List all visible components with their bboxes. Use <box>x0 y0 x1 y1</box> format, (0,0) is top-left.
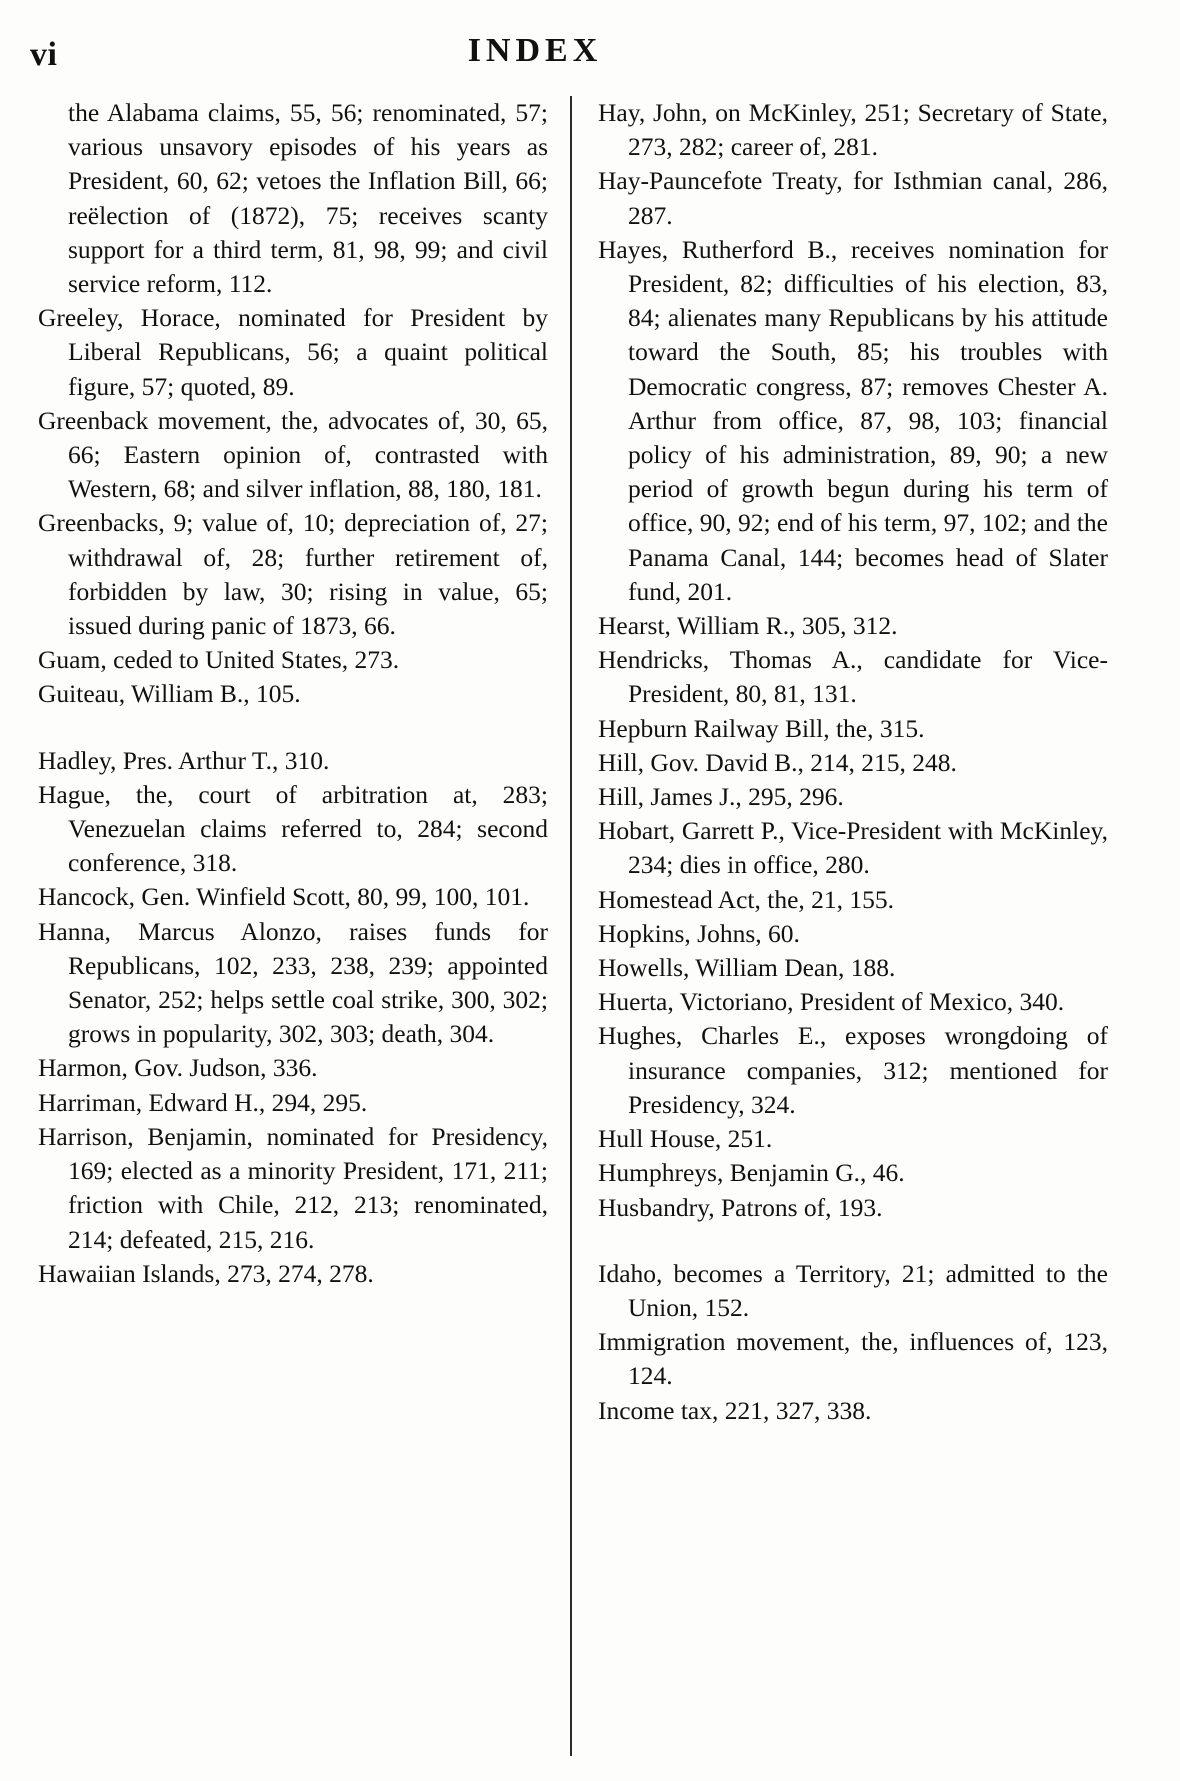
index-entry-continuation: the Alabama claims, 55, 56; renominated, 57; various unsavory episodes of his years as President, 60, 62; vetoes the Inflation Bill, 66; reëlection of (1872), 75; receives scanty support for a third term, 81, 98, 99; and civil service reform, 112. <box>68 98 548 299</box>
index-entry: Harrison, Benjamin, nominated for Presidency, 169; elected as a minority President, 171, 211; friction with Chile, 212, 213; renominated, 214; defeated, 215, 216. <box>38 1121 548 1254</box>
index-entry: Hull House, 251. <box>598 1124 773 1154</box>
index-entry: Hopkins, Johns, 60. <box>598 918 800 948</box>
left-column <box>38 96 572 1756</box>
section-gap <box>38 712 548 744</box>
index-columns <box>38 96 1148 1756</box>
index-entry: Hughes, Charles E., exposes wrongdoing of insurance companies, 312; mentioned for Presidency, 324. <box>598 1021 1108 1119</box>
index-entry: Hill, James J., 295, 296. <box>598 782 844 812</box>
index-entry: Hobart, Garrett P., Vice-President with McKinley, 234; dies in office, 280. <box>598 816 1108 880</box>
index-entry: Greenbacks, 9; value of, 10; depreciation of, 27; withdrawal of, 28; further retirement of, forbidden by law, 30; rising in value, 65; issued during panic of 1873, 66. <box>38 508 548 641</box>
index-entry: Homestead Act, the, 21, 155. <box>598 884 895 914</box>
index-entry: Hancock, Gen. Winfield Scott, 80, 99, 100, 101. <box>38 882 530 912</box>
index-entry: Hepburn Railway Bill, the, 315. <box>598 713 925 743</box>
index-entry: Hague, the, court of arbitration at, 283; Venezuelan claims referred to, 284; second conference, 318. <box>38 779 548 878</box>
index-entry: Hanna, Marcus Alonzo, raises funds for Republicans, 102, 233, 238, 239; appointed Senator, 252; helps settle coal strike, 300, 302; grows in popularity, 302, 303; death, 304. <box>38 916 548 1049</box>
index-entry: Hadley, Pres. Arthur T., 310. <box>38 745 330 775</box>
index-entry: Hay-Pauncefote Treaty, for Isthmian canal, 286, 287. <box>598 166 1108 230</box>
index-entry: Hendricks, Thomas A., candidate for Vice-President, 80, 81, 131. <box>598 645 1108 709</box>
page-header <box>0 20 1180 80</box>
index-entry: Hearst, William R., 305, 312. <box>598 611 898 641</box>
index-entry: Harriman, Edward H., 294, 295. <box>38 1087 368 1117</box>
section-gap <box>598 1225 1108 1257</box>
index-entry: Husbandry, Patrons of, 193. <box>598 1192 883 1222</box>
index-entry: Guam, ceded to United States, 273. <box>38 645 400 675</box>
index-entry: Humphreys, Benjamin G., 46. <box>598 1158 905 1188</box>
index-entry: Hawaiian Islands, 273, 274, 278. <box>38 1258 374 1288</box>
index-entry: Idaho, becomes a Territory, 21; admitted to the Union, 152. <box>598 1258 1108 1322</box>
folio-number: vi <box>30 36 58 73</box>
index-entry: Hill, Gov. David B., 214, 215, 248. <box>598 747 957 777</box>
index-entry: Hayes, Rutherford B., receives nomination for President, 82; difficulties of his election, 83, 84; alienates many Republicans by his attitude toward the South, 85; his troubles with Democratic congress, 87; removes Chester A. Arthur from office, 87, 98, 103; financial policy of his administration, 89, 90; a new period of growth begun during his term of office, 90, 92; end of his term, 97, 102; and the Panama Canal, 144; becomes head of Slater fund, 201. <box>598 234 1108 606</box>
index-entry: Guiteau, William B., 105. <box>38 679 301 709</box>
index-entry: Howells, William Dean, 188. <box>598 953 896 983</box>
index-entry: Greenback movement, the, advocates of, 30, 65, 66; Eastern opinion of, contrasted with Western, 68; and silver inflation, 88, 180, 181. <box>38 405 548 504</box>
index-entry: Hay, John, on McKinley, 251; Secretary of State, 273, 282; career of, 281. <box>598 98 1108 162</box>
index-entry: Immigration movement, the, influences of, 123, 124. <box>598 1327 1108 1391</box>
index-entry: Harmon, Gov. Judson, 336. <box>38 1053 318 1083</box>
index-entry: Income tax, 221, 327, 338. <box>598 1395 872 1425</box>
running-head: INDEX <box>467 32 603 69</box>
index-entry: Greeley, Horace, nominated for President by Liberal Republicans, 56; a quaint political figure, 57; quoted, 89. <box>38 303 548 401</box>
index-entry: Huerta, Victoriano, President of Mexico, 340. <box>598 987 1065 1017</box>
right-column <box>572 96 1108 1756</box>
